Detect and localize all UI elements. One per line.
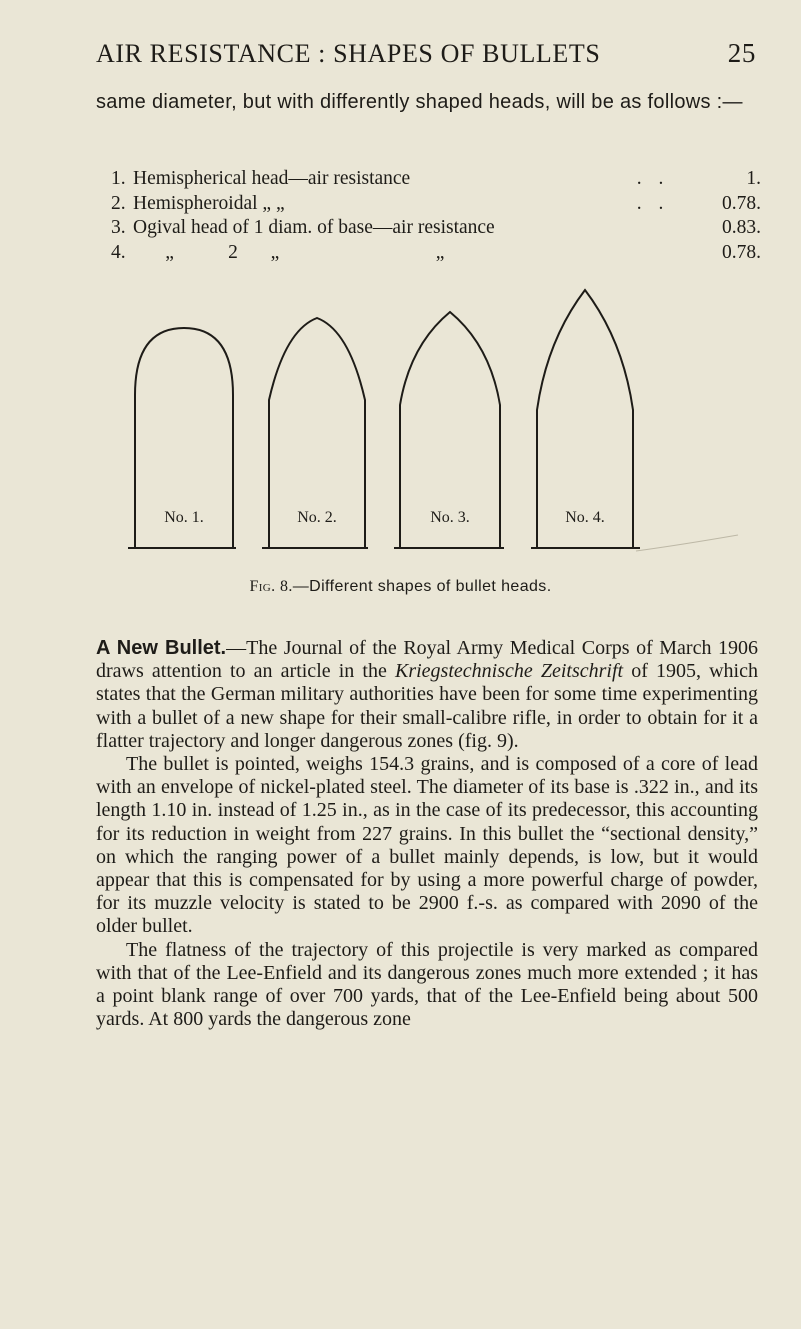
running-title: AIR RESISTANCE : SHAPES OF BULLETS <box>96 39 601 68</box>
leader-dots: . . <box>636 168 670 189</box>
article-body <box>96 637 758 1031</box>
bullet-label-2: No. 2. <box>297 509 337 526</box>
paragraph: The flatness of the trajectory of this projectile is very marked as compared with that of the Lee-Enfield and its dangerous zones much more extended ; it has a point blank range of over 700 yards, that of the Lee-Enfield being about 500 yards. At 800 yards the dangerous zone <box>96 938 758 1031</box>
ditto-mark: „ <box>435 241 445 263</box>
list-description: Hemispheroidal „ „ <box>133 192 285 214</box>
list-description: Hemispherical head—air resistance <box>133 168 411 189</box>
paragraph <box>96 637 758 753</box>
list-number: 4. <box>111 241 126 263</box>
resistance-value: 0.78. <box>722 192 761 214</box>
page-number: 25 <box>727 38 756 68</box>
paragraph: The bullet is pointed, weighs 154.3 grains, and is composed of a core of lead with an envelope of nickel-plated steel. The diameter of its base is .322 in., and its length 1.10 in. instead of 1.25 in., as in the case of its predecessor, this accounting for its reduction in weight from 227 grains. In this bullet the “sectional density,” on which the ranging power of a bullet mainly depends, is low, but it would appear that this is compensated for by using a more powerful charge of powder, for its muzzle velocity is stated to be 2900 f.-s. as compared with 2090 of the older bullet. <box>96 753 758 938</box>
bullet-label-3: No. 3. <box>430 509 470 526</box>
ditto-mark: „ <box>165 241 175 263</box>
list-number: 3. <box>111 217 126 238</box>
resistance-value: 1. <box>746 168 761 189</box>
bullet-label-4: No. 4. <box>565 509 605 526</box>
figure-caption <box>0 578 801 596</box>
list-number: 1. <box>111 168 126 189</box>
leader-dots: . . <box>636 192 670 214</box>
ditto-mark: „ <box>270 241 280 263</box>
list-number: 2. <box>111 192 126 214</box>
caption-text: —Different shapes of bullet heads. <box>292 578 552 595</box>
section-heading: A New Bullet. <box>96 637 227 659</box>
paragraph-text: —The Journal of the Royal Army Medical Corps of March 1906 draws attention to an article in the <box>96 637 758 683</box>
list-description: Ogival head of 1 diam. of base—air resistance <box>133 217 495 238</box>
journal-title: Kriegstechnische Zeitschrift <box>394 660 624 683</box>
figure-number: Fig. 8. <box>249 578 293 595</box>
resistance-value: 0.83. <box>722 217 761 238</box>
bullet-label-1: No. 1. <box>164 509 204 526</box>
intro-text: same diameter, but with differently shaped heads, will be as follows :— <box>96 91 743 113</box>
resistance-value: 0.78. <box>722 241 761 263</box>
list-description: „ 2 „ „ <box>165 241 445 263</box>
paragraph-text: of 1905, which states that the German military authorities have been for some time experimenting with a bullet of a new shape for their small-calibre rifle, in order to obtain for it a flatter trajectory and longer dangerous zones (fig. 9). <box>96 660 758 752</box>
